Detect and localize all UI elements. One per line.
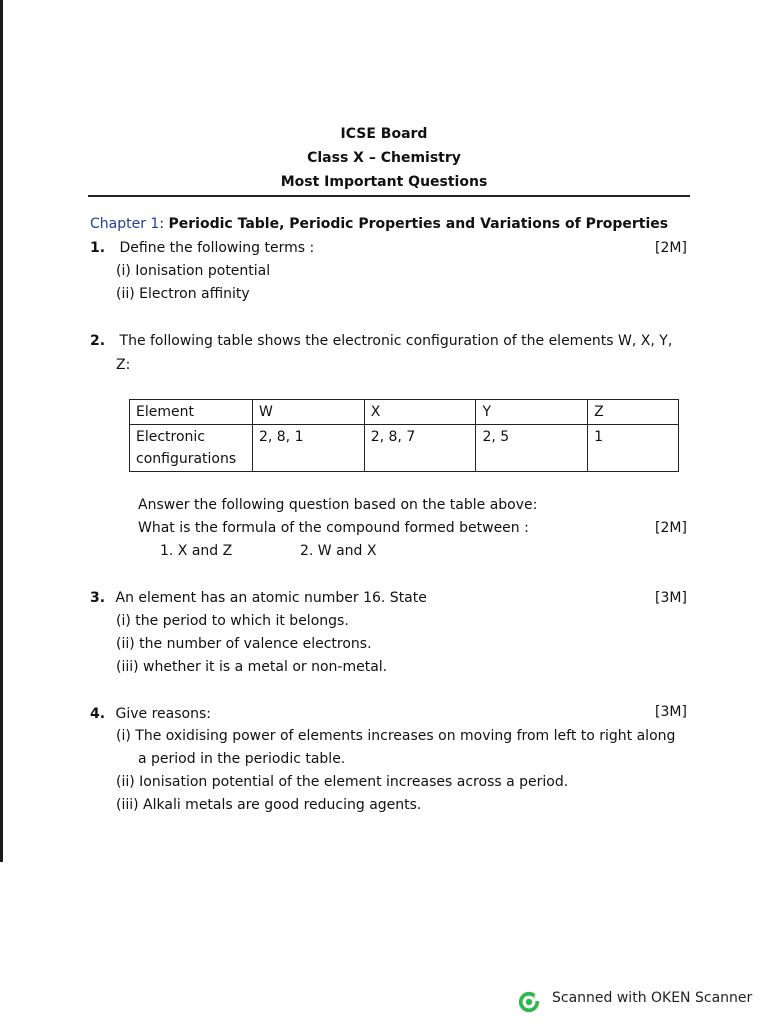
- table-cell: 2, 8, 7: [364, 425, 476, 472]
- question-text: The following table shows the electronic configuration of the elements W, X, Y,: [119, 333, 673, 349]
- question-3-marks: [3M]: [655, 590, 687, 606]
- q2-answer-instruction: Answer the following question based on the table above:: [138, 497, 538, 513]
- class-title: Class X – Chemistry: [307, 150, 461, 166]
- table-cell: [130, 425, 253, 472]
- table-cell: Z: [588, 400, 679, 425]
- q4-item-3: (iii) Alkali metals are good reducing agents.: [116, 797, 422, 813]
- question-number: 4.: [90, 706, 106, 722]
- document-header: [0, 122, 768, 194]
- q2-question-line: What is the formula of the compound formed between :: [138, 520, 529, 536]
- question-text: An element has an atomic number 16. State: [115, 590, 427, 606]
- q4-item-2: (ii) Ionisation potential of the element increases across a period.: [116, 774, 569, 790]
- question-2-text-cont: Z:: [116, 357, 131, 373]
- question-1: [90, 240, 314, 256]
- oken-scanner-logo-icon: [518, 991, 540, 1013]
- table-cell: Element: [130, 400, 253, 425]
- question-4-marks: [3M]: [655, 704, 687, 720]
- question-number: 2.: [90, 333, 106, 349]
- question-number: 1.: [90, 240, 106, 256]
- question-number: 3.: [90, 590, 106, 606]
- table-cell: 2, 5: [476, 425, 588, 472]
- q2-sub-2: 2. W and X: [300, 543, 377, 559]
- q1-item-1: (i) Ionisation potential: [116, 263, 271, 279]
- question-4: [90, 706, 211, 722]
- q4-item-1: (i) The oxidising power of elements increases on moving from left to right along: [116, 728, 676, 744]
- chapter-heading: [90, 216, 668, 232]
- table-cell: W: [252, 400, 364, 425]
- chapter-label: Chapter 1: [90, 216, 160, 232]
- table-cell: 1: [588, 425, 679, 472]
- q2-sub-1: 1. X and Z: [160, 543, 233, 559]
- table-cell: X: [364, 400, 476, 425]
- board-title: ICSE Board: [340, 126, 428, 142]
- row-label-line: Electronic: [136, 429, 206, 445]
- questions-title: Most Important Questions: [280, 174, 488, 190]
- header-divider: [88, 195, 690, 197]
- q4-item-1-cont: a period in the periodic table.: [138, 751, 346, 767]
- chapter-separator: :: [159, 216, 165, 232]
- question-1-marks: [2M]: [655, 240, 687, 256]
- question-3: [90, 590, 427, 606]
- table-row: [130, 400, 679, 425]
- question-2: [90, 333, 672, 349]
- question-text: Give reasons:: [115, 706, 211, 722]
- scanner-watermark: Scanned with OKEN Scanner: [552, 990, 753, 1006]
- table-cell: 2, 8, 1: [252, 425, 364, 472]
- question-2-marks: [2M]: [655, 520, 687, 536]
- chapter-title: Periodic Table, Periodic Properties and Variations of Properties: [168, 216, 669, 232]
- q3-item-3: (iii) whether it is a metal or non-metal.: [116, 659, 388, 675]
- configuration-table: [129, 399, 679, 472]
- table-row: [130, 425, 679, 472]
- q1-item-2: (ii) Electron affinity: [116, 286, 250, 302]
- row-label-line: configurations: [136, 451, 237, 467]
- question-text: Define the following terms :: [119, 240, 315, 256]
- table-cell: Y: [476, 400, 588, 425]
- q3-item-2: (ii) the number of valence electrons.: [116, 636, 372, 652]
- q3-item-1: (i) the period to which it belongs.: [116, 613, 349, 629]
